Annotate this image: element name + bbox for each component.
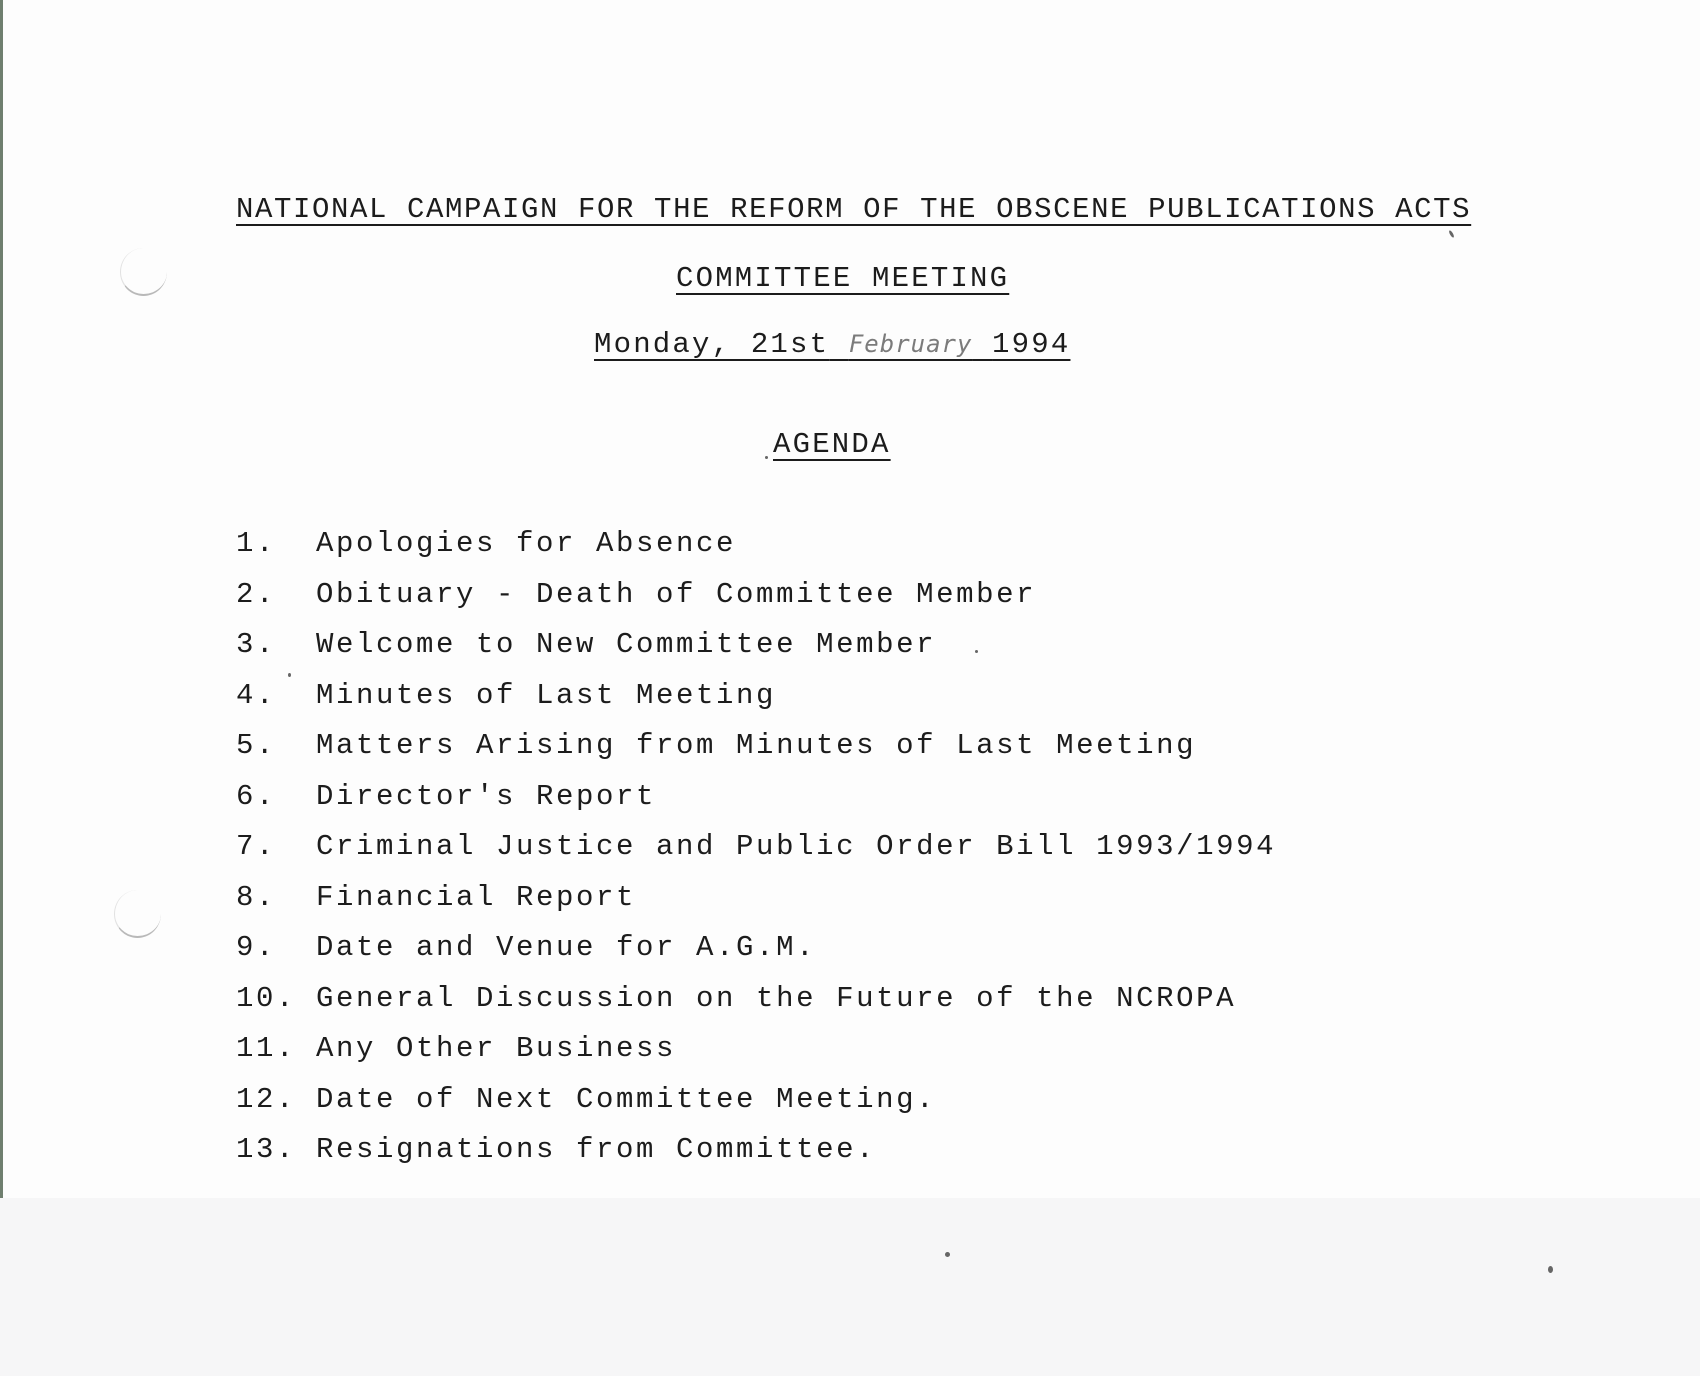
agenda-list xyxy=(236,527,1536,1184)
scan-speck xyxy=(945,1252,950,1257)
agenda-item-number: 5. xyxy=(236,729,277,762)
agenda-item-number: 2. xyxy=(236,577,277,611)
agenda-item-number: 4. xyxy=(236,678,277,712)
agenda-item xyxy=(236,830,1536,881)
meeting-date xyxy=(594,328,1070,361)
agenda-item-text: Welcome to New Committee Member xyxy=(316,628,937,661)
agenda-item xyxy=(236,1032,1536,1083)
agenda-item xyxy=(236,578,1536,629)
scan-speck xyxy=(765,456,768,459)
agenda-item-number: 8. xyxy=(236,880,277,914)
agenda-item-number: 13. xyxy=(236,1133,297,1166)
agenda-heading: AGENDA xyxy=(773,428,891,461)
agenda-item-text: Financial Report xyxy=(316,880,637,914)
agenda-item-number: 7. xyxy=(236,830,277,863)
agenda-item xyxy=(236,729,1536,780)
meeting-date-prefix: Monday, 21st xyxy=(594,328,830,361)
agenda-item-number: 10. xyxy=(236,981,297,1015)
agenda-item-text: Criminal Justice and Public Order Bill 1993/1994 xyxy=(316,830,1277,863)
agenda-item-number: 9. xyxy=(236,931,277,964)
agenda-item-text: Minutes of Last Meeting xyxy=(316,678,777,712)
agenda-item-text: Director's Report xyxy=(316,779,657,813)
agenda-item xyxy=(236,982,1536,1033)
agenda-item-text: Any Other Business xyxy=(316,1032,677,1065)
agenda-item xyxy=(236,931,1536,982)
punch-hole-upper xyxy=(120,248,167,296)
scan-speck xyxy=(1548,1266,1553,1273)
agenda-item xyxy=(236,780,1536,831)
agenda-item xyxy=(236,1083,1536,1134)
agenda-item xyxy=(236,527,1536,578)
agenda-item xyxy=(236,679,1536,730)
agenda-item-number: 3. xyxy=(236,628,277,661)
organization-title: NATIONAL CAMPAIGN FOR THE REFORM OF THE OBSCENE PUBLICATIONS ACTS xyxy=(236,193,1472,226)
agenda-item-number: 1. xyxy=(236,527,277,560)
agenda-item xyxy=(236,1133,1536,1184)
agenda-item-number: 6. xyxy=(236,779,277,813)
agenda-item-text: Resignations from Committee. xyxy=(316,1133,877,1166)
meeting-date-year: 1994 xyxy=(992,328,1071,361)
agenda-item xyxy=(236,881,1536,932)
meeting-title: COMMITTEE MEETING xyxy=(676,262,1010,295)
agenda-item xyxy=(236,628,1536,679)
agenda-item-text: General Discussion on the Future of the NCROPA xyxy=(316,981,1237,1015)
agenda-item-text: Obituary - Death of Committee Member xyxy=(316,577,1037,611)
agenda-item-number: 11. xyxy=(236,1032,297,1065)
page-lower-margin xyxy=(0,1198,1700,1376)
scan-speck xyxy=(1448,230,1455,238)
meeting-date-month: February xyxy=(848,330,973,358)
agenda-item-text: Date of Next Committee Meeting. xyxy=(316,1082,937,1116)
punch-hole-lower xyxy=(114,890,161,938)
agenda-item-text: Matters Arising from Minutes of Last Meeting xyxy=(316,729,1197,762)
agenda-item-number: 12. xyxy=(236,1082,297,1116)
page-edge xyxy=(0,0,3,1376)
agenda-item-text: Date and Venue for A.G.M. xyxy=(316,931,817,964)
agenda-item-text: Apologies for Absence xyxy=(316,527,737,560)
